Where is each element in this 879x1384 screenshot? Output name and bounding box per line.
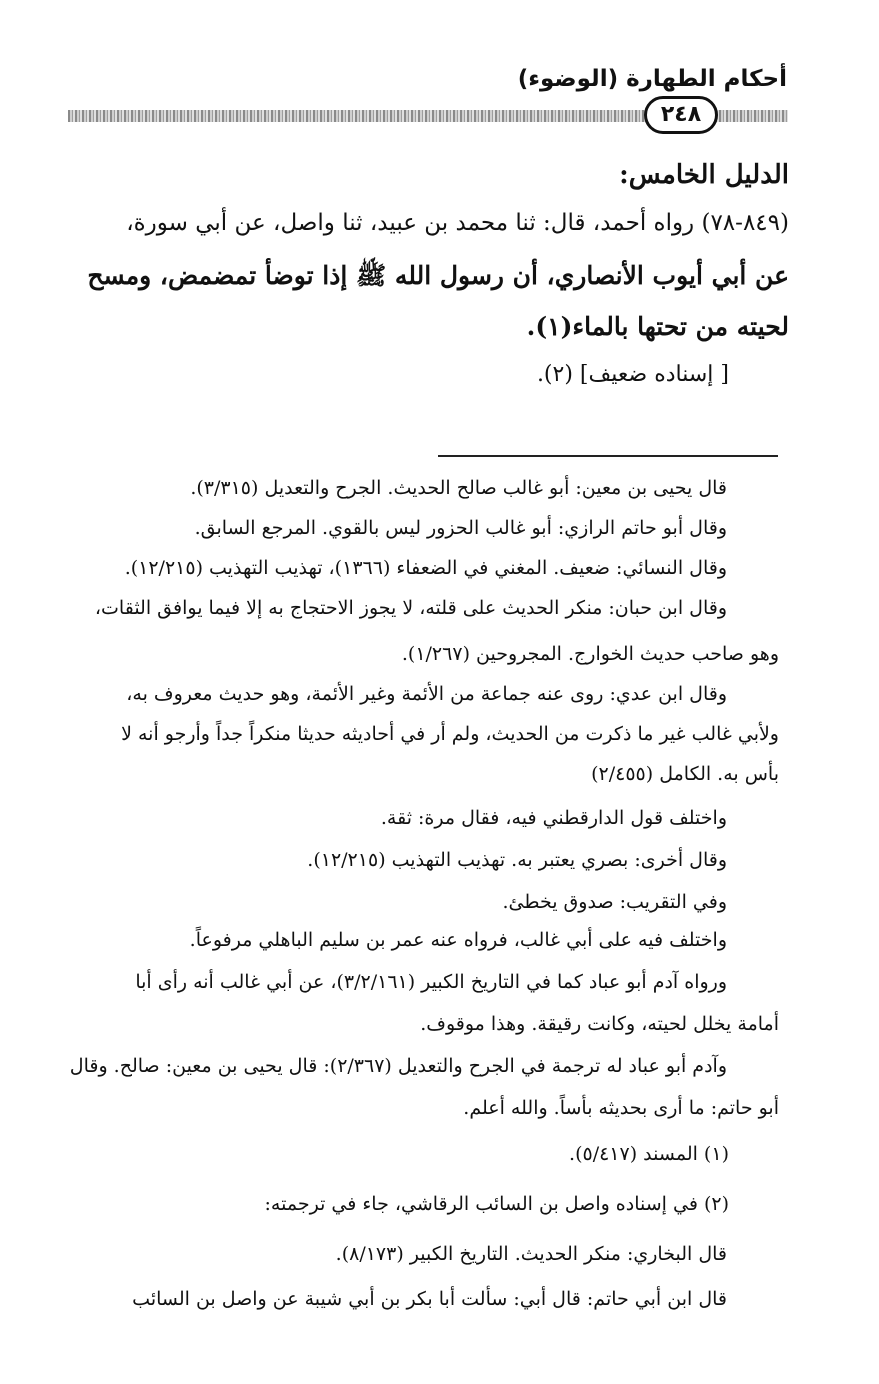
footnote-line: قال يحيى بن معين: أبو غالب صالح الحديث. الجرح والتعديل (٣/٣١٥). <box>190 477 727 499</box>
footnote-line: وفي التقريب: صدوق يخطئ. <box>502 891 727 913</box>
footnote-line: وقال ابن عدي: روى عنه جماعة من الأئمة وغير الأئمة، وهو حديث معروف به، <box>126 683 727 705</box>
footnote-2: (٢) في إسناده واصل بن السائب الرقاشي، جاء في ترجمته: <box>264 1193 729 1215</box>
footnote-line: واختلف قول الدارقطني فيه، فقال مرة: ثقة. <box>380 807 727 829</box>
hadith-text-line-2: لحيته من تحتها بالماء(١). <box>526 312 789 341</box>
footnote-line: قال ابن أبي حاتم: قال أبي: سألت أبا بكر بن أبي شيبة عن واصل بن السائب <box>132 1288 727 1310</box>
page-number-badge: ٢٤٨ <box>644 96 718 134</box>
hadith-text-line-1: عن أبي أيوب الأنصاري، أن رسول الله ﷺ إذا توضأ تمضمض، ومسح <box>87 261 789 290</box>
footnote-line: وقال ابن حبان: منكر الحديث على قلته، لا يجوز الاحتجاج به إلا فيما يوافق الثقات، <box>94 597 727 619</box>
footnote-line: وقال أخرى: بصري يعتبر به. تهذيب التهذيب (١٢/٢١٥). <box>307 849 727 871</box>
hadith-chain-line: (٨٤٩-٧٨) رواه أحمد، قال: ثنا محمد بن عبيد، ثنا واصل، عن أبي سورة، <box>126 210 789 236</box>
footnote-divider <box>438 455 778 457</box>
footnote-line: بأس به. الكامل (٢/٤٥٥) <box>591 763 779 785</box>
footnote-line: ورواه آدم أبو عباد كما في التاريخ الكبير (٣/٢/١٦١)، عن أبي غالب أنه رأى أبا <box>135 971 727 993</box>
footnote-line: ولأبي غالب غير ما ذكرت من الحديث، ولم أر في أحاديثه حديثا منكراً جداً وأرجو أنه لا <box>121 723 779 745</box>
footnote-line: وقال أبو حاتم الرازي: أبو غالب الحزور ليس بالقوي. المرجع السابق. <box>194 517 727 539</box>
footnote-line: قال البخاري: منكر الحديث. التاريخ الكبير (٨/١٧٣). <box>335 1243 727 1265</box>
section-title: الدليل الخامس: <box>619 160 789 190</box>
footnote-line: أمامة يخلل لحيته، وكانت رقيقة. وهذا موقوف. <box>420 1013 779 1035</box>
isnad-grade: [ إسناده ضعيف] (٢). <box>536 362 729 387</box>
footnote-line: واختلف فيه على أبي غالب، فرواه عنه عمر بن سليم الباهلي مرفوعاً. <box>189 929 727 951</box>
running-header-title: أحكام الطهارة (الوضوء) <box>517 66 787 92</box>
footnote-1: (١) المسند (٥/٤١٧). <box>569 1143 729 1165</box>
footnote-line: أبو حاتم: ما أرى بحديثه بأساً. والله أعلم. <box>463 1097 779 1119</box>
footnote-line: وهو صاحب حديث الخوارج. المجروحين (١/٢٦٧). <box>401 643 779 665</box>
footnote-line: وآدم أبو عباد له ترجمة في الجرح والتعديل (٢/٣٦٧): قال يحيى بن معين: صالح. وقال <box>69 1055 727 1077</box>
footnote-line: وقال النسائي: ضعيف. المغني في الضعفاء (١٣٦٦)، تهذيب التهذيب (١٢/٢١٥). <box>124 557 727 579</box>
